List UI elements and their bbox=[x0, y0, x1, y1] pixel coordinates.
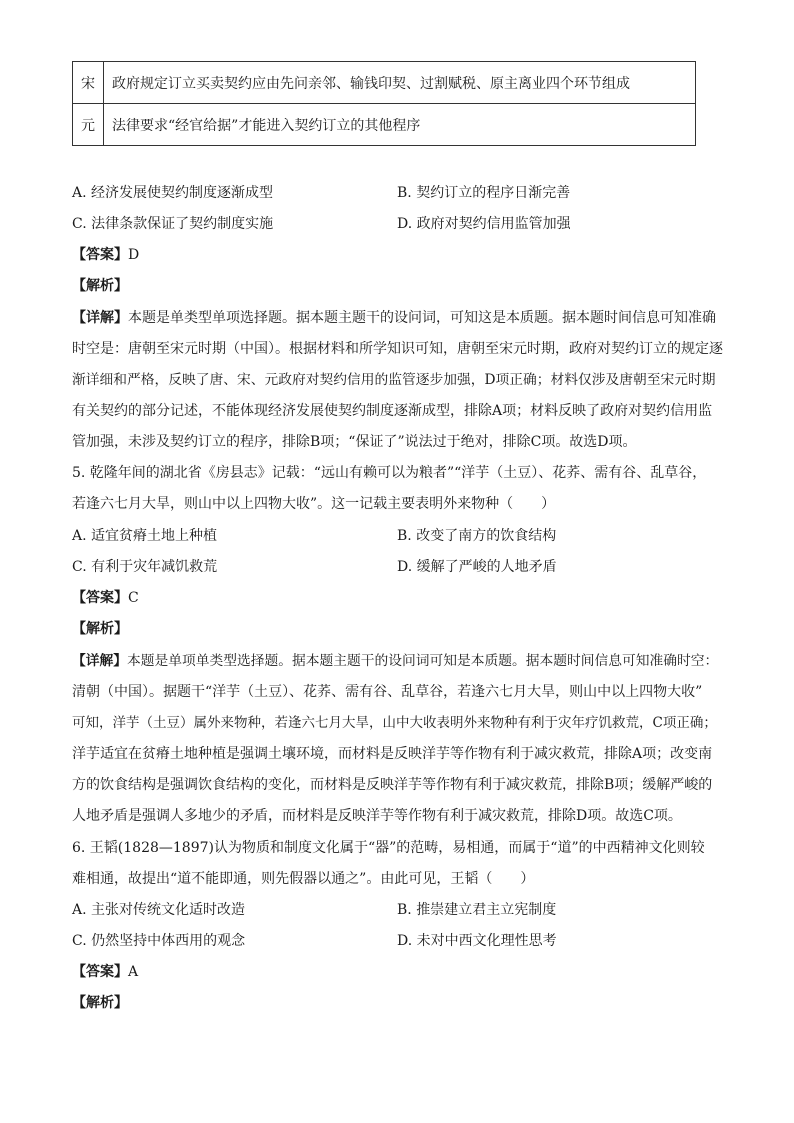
q5-detail-line: 人地矛盾是强调人多地少的矛盾，而材料是反映洋芋等作物有利于减灾救荒，排除D项。故选C项。 bbox=[72, 808, 682, 824]
q5-option-d: D. 缓解了严峻的人地矛盾 bbox=[397, 559, 557, 575]
answer-value: C bbox=[128, 590, 139, 606]
material-cell: 政府规定订立买卖契约应由先问亲邻、输钱印契、过割赋税、原主离业四个环节组成 bbox=[104, 62, 696, 104]
q4-detail-line: 时空是：唐朝至宋元时期（中国）。根据材料和所学知识可知，唐朝至宋元时期，政府对契约订立的规定逐 bbox=[72, 341, 723, 357]
detail-text: 本题是单类型单项选择题。据本题主题干的设问词，可知这是本质题。据本题时间信息可知准确 bbox=[128, 310, 716, 326]
q4-detail-line: 有关契约的部分记述，不能体现经济发展使契约制度逐渐成型，排除A项；材料反映了政府对契约信用监 bbox=[72, 403, 713, 419]
q4-option-d: D. 政府对契约信用监管加强 bbox=[397, 216, 571, 232]
q4-detail-line bbox=[72, 308, 716, 328]
q6-option-d: D. 未对中西文化理性思考 bbox=[397, 933, 557, 949]
q4-answer bbox=[72, 245, 139, 265]
q5-option-a: A. 适宜贫瘠土地上种植 bbox=[72, 528, 218, 544]
q4-detail-line: 渐详细和严格，反映了唐、宋、元政府对契约信用的监管逐步加强，D项正确；材料仅涉及唐朝至宋元时期 bbox=[72, 372, 716, 388]
table-row bbox=[73, 104, 696, 146]
q4-detail-line: 管加强，未涉及契约订立的程序，排除B项；“保证了”说法过于绝对，排除C项。故选D项。 bbox=[72, 434, 637, 450]
q5-option-c: C. 有利于灾年减饥救荒 bbox=[72, 559, 218, 575]
q5-detail-line bbox=[72, 651, 718, 671]
q5-option-b: B. 改变了南方的饮食结构 bbox=[397, 528, 557, 544]
q5-detail-line: 清朝（中国）。据题干“洋芋（土豆）、花荞、需有谷、乱草谷，若逢六七月大旱，则山中以上四物大收” bbox=[72, 684, 703, 700]
q4-option-b: B. 契约订立的程序日渐完善 bbox=[397, 185, 571, 201]
q5-detail-line: 可知，洋芋（土豆）属外来物种，若逢六七月大旱，山中大收表明外来物种有利于灾年疗饥救荒，C项正确； bbox=[72, 715, 717, 731]
q5-detail-line: 方的饮食结构是强调饮食结构的变化，而材料是反映洋芋等作物有利于减灾救荒，排除B项；缓解严峻的 bbox=[72, 777, 713, 793]
detail-label: 【详解】 bbox=[72, 653, 128, 669]
answer-value: A bbox=[128, 964, 139, 980]
q6-analysis-label: 【解析】 bbox=[72, 995, 128, 1011]
era-cell: 元 bbox=[73, 104, 104, 146]
answer-value: D bbox=[128, 247, 140, 263]
q4-option-c: C. 法律条款保证了契约制度实施 bbox=[72, 216, 274, 232]
q6-option-b: B. 推崇建立君主立宪制度 bbox=[397, 902, 557, 918]
detail-text: 本题是单项单类型选择题。据本题主题干的设问词可知是本质题。据本题时间信息可知准确时空： bbox=[127, 653, 719, 669]
q6-answer bbox=[72, 962, 138, 982]
q6-option-c: C. 仍然坚持中体西用的观念 bbox=[72, 933, 246, 949]
answer-label: 【答案】 bbox=[72, 247, 128, 263]
q6-stem-line: 6. 王韬(1828—1897)认为物质和制度文化属于“器”的范畴，易相通，而属于“道”的中西精神文化则较 bbox=[72, 840, 705, 856]
answer-label: 【答案】 bbox=[72, 590, 128, 606]
q6-option-a: A. 主张对传统文化适时改造 bbox=[72, 902, 246, 918]
answer-label: 【答案】 bbox=[72, 964, 128, 980]
q4-analysis-label: 【解析】 bbox=[72, 278, 128, 294]
q5-analysis-label: 【解析】 bbox=[72, 621, 128, 637]
q5-answer bbox=[72, 588, 139, 608]
q5-detail-line: 洋芋适宜在贫瘠土地种植是强调土壤环境，而材料是反映洋芋等作物有利于减灾救荒，排除A项；改变南 bbox=[72, 746, 713, 762]
q6-stem-line: 难相通，故提出“道不能即通，则先假器以通之”。由此可见，王韬（ ） bbox=[72, 871, 535, 887]
table-row bbox=[73, 62, 696, 104]
q5-stem-line: 5. 乾隆年间的湖北省《房县志》记载：“远山有赖可以为粮者”“洋芋（土豆）、花荞、需有谷、乱草谷， bbox=[72, 465, 707, 481]
detail-label: 【详解】 bbox=[72, 310, 128, 326]
q5-stem-line: 若逢六七月大旱，则山中以上四物大收”。这一记载主要表明外来物种（ ） bbox=[72, 496, 556, 512]
q4-option-a: A. 经济发展使契约制度逐渐成型 bbox=[72, 185, 274, 201]
era-cell: 宋 bbox=[73, 62, 104, 104]
material-table bbox=[72, 61, 696, 146]
material-cell: 法律要求“经官给据”才能进入契约订立的其他程序 bbox=[104, 104, 696, 146]
